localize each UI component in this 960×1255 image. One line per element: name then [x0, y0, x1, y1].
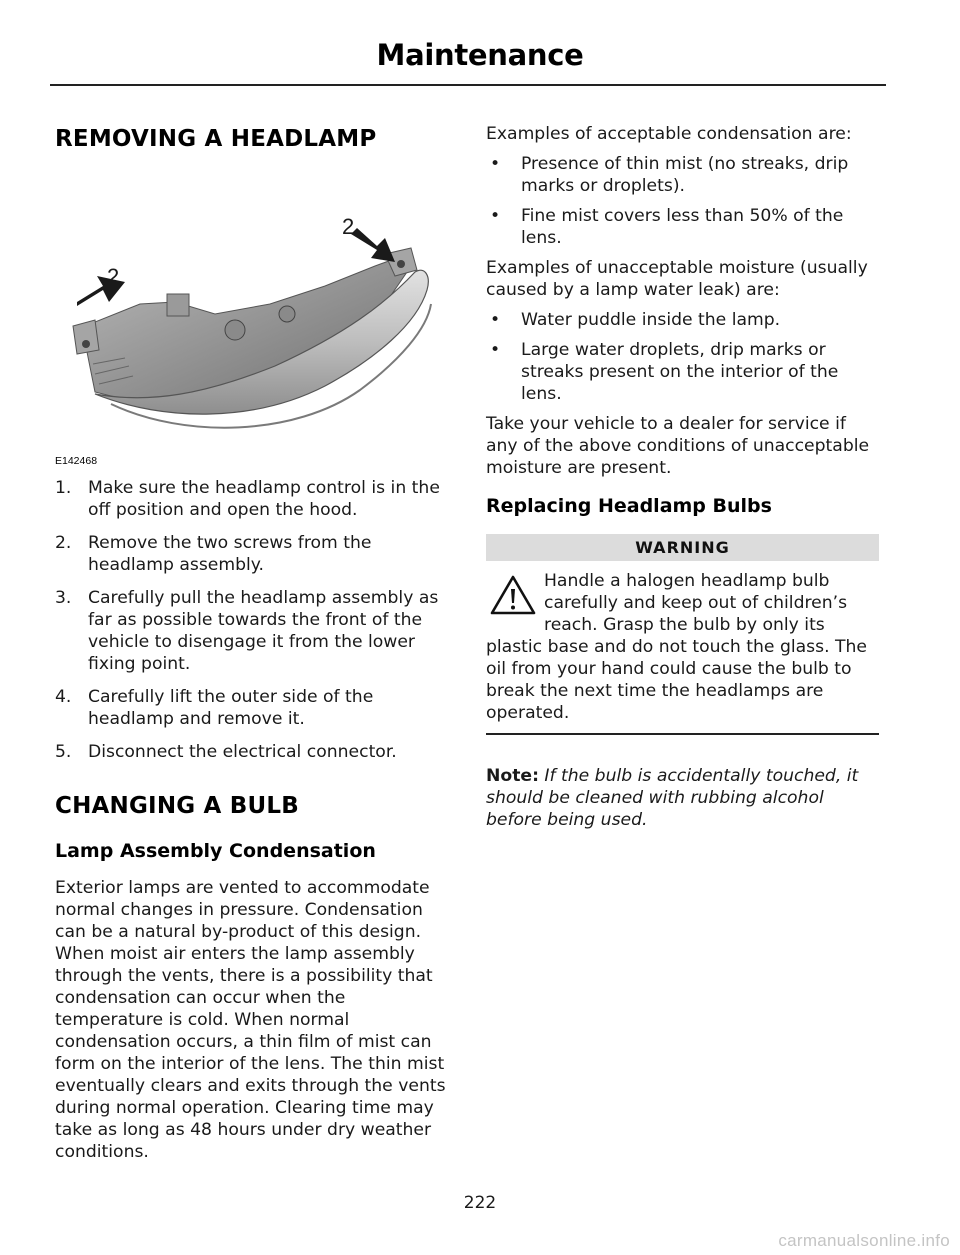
list-item: 5. Disconnect the electrical connector. [55, 742, 397, 762]
headlamp-figure [55, 154, 450, 469]
figure-callout-right: 2 [342, 214, 355, 239]
warning-label: WARNING [486, 534, 879, 561]
warning-divider [486, 733, 879, 735]
warning-box [486, 534, 879, 735]
left-column [55, 120, 450, 1163]
list-item: 1. Make sure the headlamp control is in the off position and open the hood. [55, 478, 440, 520]
note-label: Note: [486, 766, 539, 786]
watermark: carmanualsonline.info [778, 1231, 950, 1250]
page-number: 222 [463, 1193, 497, 1213]
warning-triangle-icon [490, 574, 536, 616]
headlamp-illustration [55, 154, 450, 469]
figure-code: E142468 [55, 455, 98, 467]
subsection-title-replacing-bulbs: Replacing Headlamp Bulbs [486, 495, 772, 517]
section-title-changing-bulb: CHANGING A BULB [55, 793, 299, 819]
list-item: 2. Remove the two screws from the headlamp assembly. [55, 533, 372, 575]
list-item: • Fine mist covers less than 50% of the lens. [490, 206, 844, 248]
right-column [486, 120, 879, 831]
list-item: • Presence of thin mist (no streaks, drip marks or droplets). [490, 154, 849, 196]
note-text: If the bulb is accidentally touched, it should be cleaned with rubbing alcohol before being used. [486, 766, 859, 830]
note-paragraph [486, 765, 879, 831]
condensation-paragraph: Exterior lamps are vented to accommodate normal changes in pressure. Condensation can be a natural by-product of this design. When moist air enters the lamp assembly through the vents, there is a possibility that condensation can occur when the temperature is cold. When normal condensation occurs, a thin film of mist can form on the interior of the lens. The thin mist eventually clears and exits through the vents during normal operation. Clearing time may take as long as 48 hours under dry weather conditions. [55, 878, 446, 1162]
list-item: 4. Carefully lift the outer side of the headlamp and remove it. [55, 687, 374, 729]
section-title-removing-headlamp: REMOVING A HEADLAMP [55, 126, 377, 152]
unacceptable-list [486, 309, 879, 405]
warning-text: Handle a halogen headlamp bulb carefully and keep out of children’s reach. Grasp the bulb by only its plastic base and do not touch the glass. The oil from your hand could cause the bulb to break the next time the headlamps are operated. [486, 571, 867, 723]
page-header-title: Maintenance [376, 38, 584, 72]
list-item: • Large water droplets, drip marks or streaks present on the interior of the lens. [490, 340, 839, 404]
acceptable-intro: Examples of acceptable condensation are: [486, 124, 852, 144]
unacceptable-intro: Examples of unacceptable moisture (usually caused by a lamp water leak) are: [486, 258, 868, 300]
list-item: 3. Carefully pull the headlamp assembly as far as possible towards the front of the vehicle to disengage it from the lower fixing point. [55, 588, 439, 674]
removal-steps [55, 477, 450, 763]
warning-body [486, 570, 879, 724]
acceptable-list [486, 153, 879, 249]
list-item: • Water puddle inside the lamp. [490, 310, 781, 330]
figure-callout-left: 2 [107, 264, 120, 289]
subsection-title-condensation: Lamp Assembly Condensation [55, 840, 376, 862]
header-divider [50, 84, 886, 86]
service-paragraph: Take your vehicle to a dealer for service if any of the above conditions of unacceptable moisture are present. [486, 414, 870, 478]
